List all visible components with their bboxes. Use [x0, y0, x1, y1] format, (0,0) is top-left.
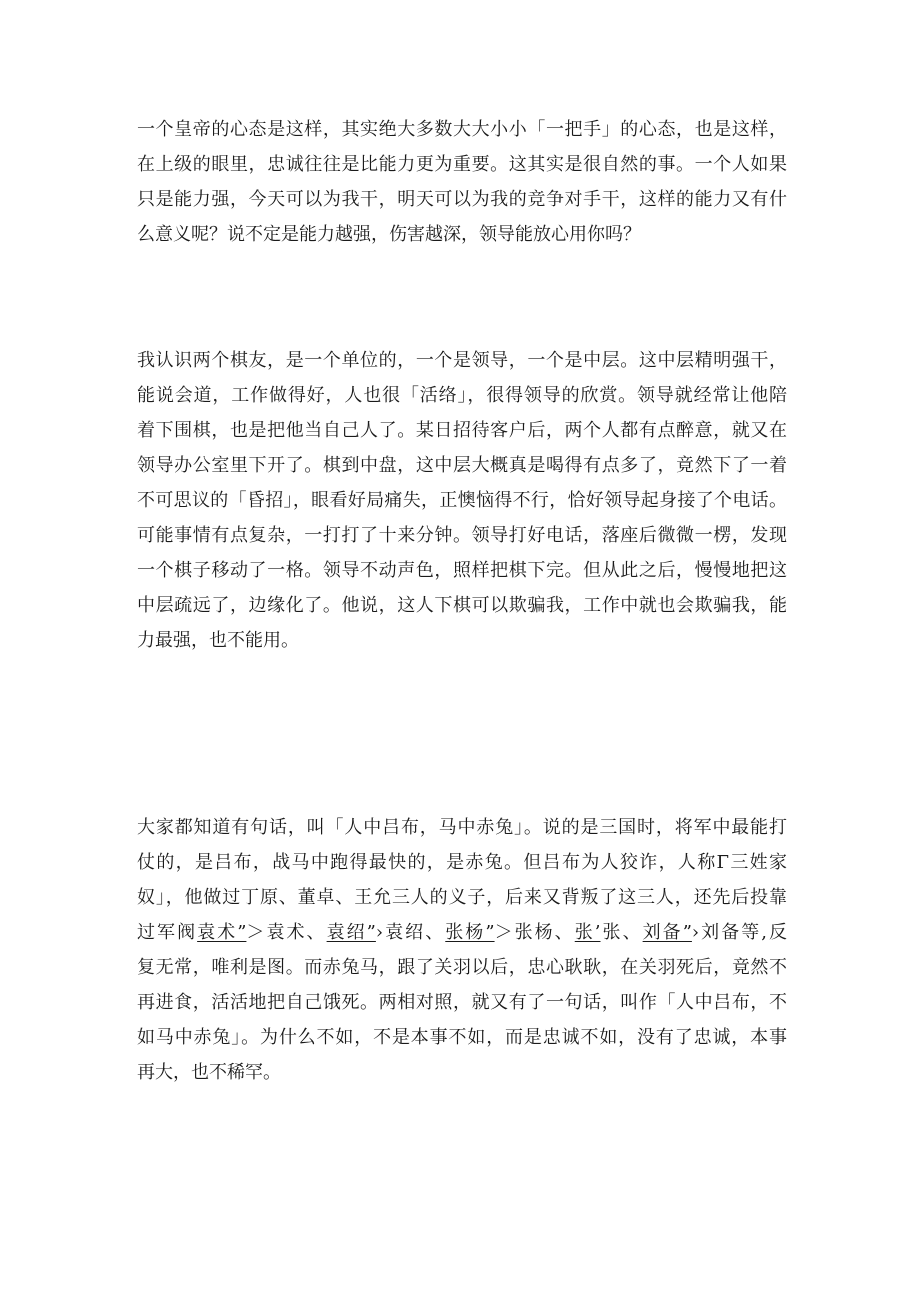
paragraph-line: 我认识两个棋友，是一个单位的，一个是领导，一个是中层。这中层精明强干， — [137, 350, 787, 371]
paragraph-line: 再大，也不稀罕。 — [137, 1062, 281, 1083]
paragraph-line: 一个棋子移动了一格。领导不动声色，照样把棋下完。但从此之后，慢慢地把这 — [137, 560, 787, 581]
link-line-prefix: 过军阀 — [137, 922, 198, 943]
link-trailing-text: ＞张杨、 — [494, 922, 575, 943]
paragraph-line: 复无常，唯利是图。而赤兔马，跟了关羽以后，忠心耿耿，在关羽死后，竟然不 — [137, 957, 787, 978]
link-trailing-text: ›刘备等,反 — [691, 922, 788, 943]
underlined-link-zhang[interactable]: 张’ — [574, 922, 601, 943]
paragraph-line: 在上级的眼里，忠诚往往是比能力更为重要。这其实是很自然的事。一个人如果 — [137, 154, 787, 175]
paragraph-line: 可能事情有点复杂，一打打了十来分钟。领导打好电话，落座后微微一楞，发现 — [137, 525, 787, 546]
paragraph-line: 如马中赤兔」。为什么不如，不是本事不如，而是忠诚不如，没有了忠诚，本事 — [137, 1027, 787, 1048]
paragraph-line: 仗的，是吕布，战马中跑得最快的，是赤兔。但吕布为人狡诈，人称Γ三姓家 — [137, 852, 787, 873]
underlined-link-yuanshu[interactable]: 袁术” — [197, 922, 247, 943]
link-trailing-text: ›袁绍、 — [375, 922, 446, 943]
paragraph-line: 力最强，也不能用。 — [137, 630, 299, 651]
paragraph-line: 着下围棋，也是把他当自己人了。某日招待客户后，两个人都有点醉意，就又在 — [137, 420, 787, 441]
link-trailing-text: 张、 — [600, 922, 643, 943]
paragraph-line: 大家都知道有句话，叫「人中吕布，马中赤兔」。说的是三国时，将军中最能打 — [137, 817, 787, 838]
paragraph-line: 奴」，他做过丁原、董卓、王允三人的义子，后来又背叛了这三人，还先后投靠 — [137, 887, 787, 908]
paragraph-line: 么意义呢？说不定是能力越强，伤害越深，领导能放心用你吗？ — [137, 224, 641, 245]
paragraph-2 — [137, 343, 787, 658]
paragraph-line: 能说会道，工作做得好，人也很「活络」，很得领导的欣赏。领导就经常让他陪 — [137, 385, 787, 406]
underlined-link-yuanshao[interactable]: 袁绍” — [326, 922, 376, 943]
link-trailing-text: ＞袁术、 — [246, 922, 327, 943]
underlined-link-zhangyang[interactable]: 张杨” — [445, 922, 495, 943]
paragraph-3 — [137, 810, 787, 1090]
paragraph-line: 一个皇帝的心态是这样，其实绝大多数大大小小「一把手」的心态，也是这样， — [137, 119, 787, 140]
paragraph-line: 再进食，活活地把自己饿死。两相对照，就又有了一句话，叫作「人中吕布，不 — [137, 992, 787, 1013]
paragraph-line: 不可思议的「昏招」，眼看好局痛失，正懊恼得不行，恰好领导起身接了个电话。 — [137, 490, 787, 511]
underlined-link-liubei[interactable]: 刘备” — [642, 922, 692, 943]
paragraph-line-with-links — [137, 915, 787, 950]
paragraph-1 — [137, 112, 787, 252]
paragraph-line: 只是能力强，今天可以为我干，明天可以为我的竞争对手干，这样的能力又有什 — [137, 189, 787, 210]
paragraph-line: 中层疏远了，边缘化了。他说，这人下棋可以欺骗我，工作中就也会欺骗我，能 — [137, 595, 787, 616]
paragraph-line: 领导办公室里下开了。棋到中盘，这中层大概真是喝得有点多了，竟然下了一着 — [137, 455, 787, 476]
